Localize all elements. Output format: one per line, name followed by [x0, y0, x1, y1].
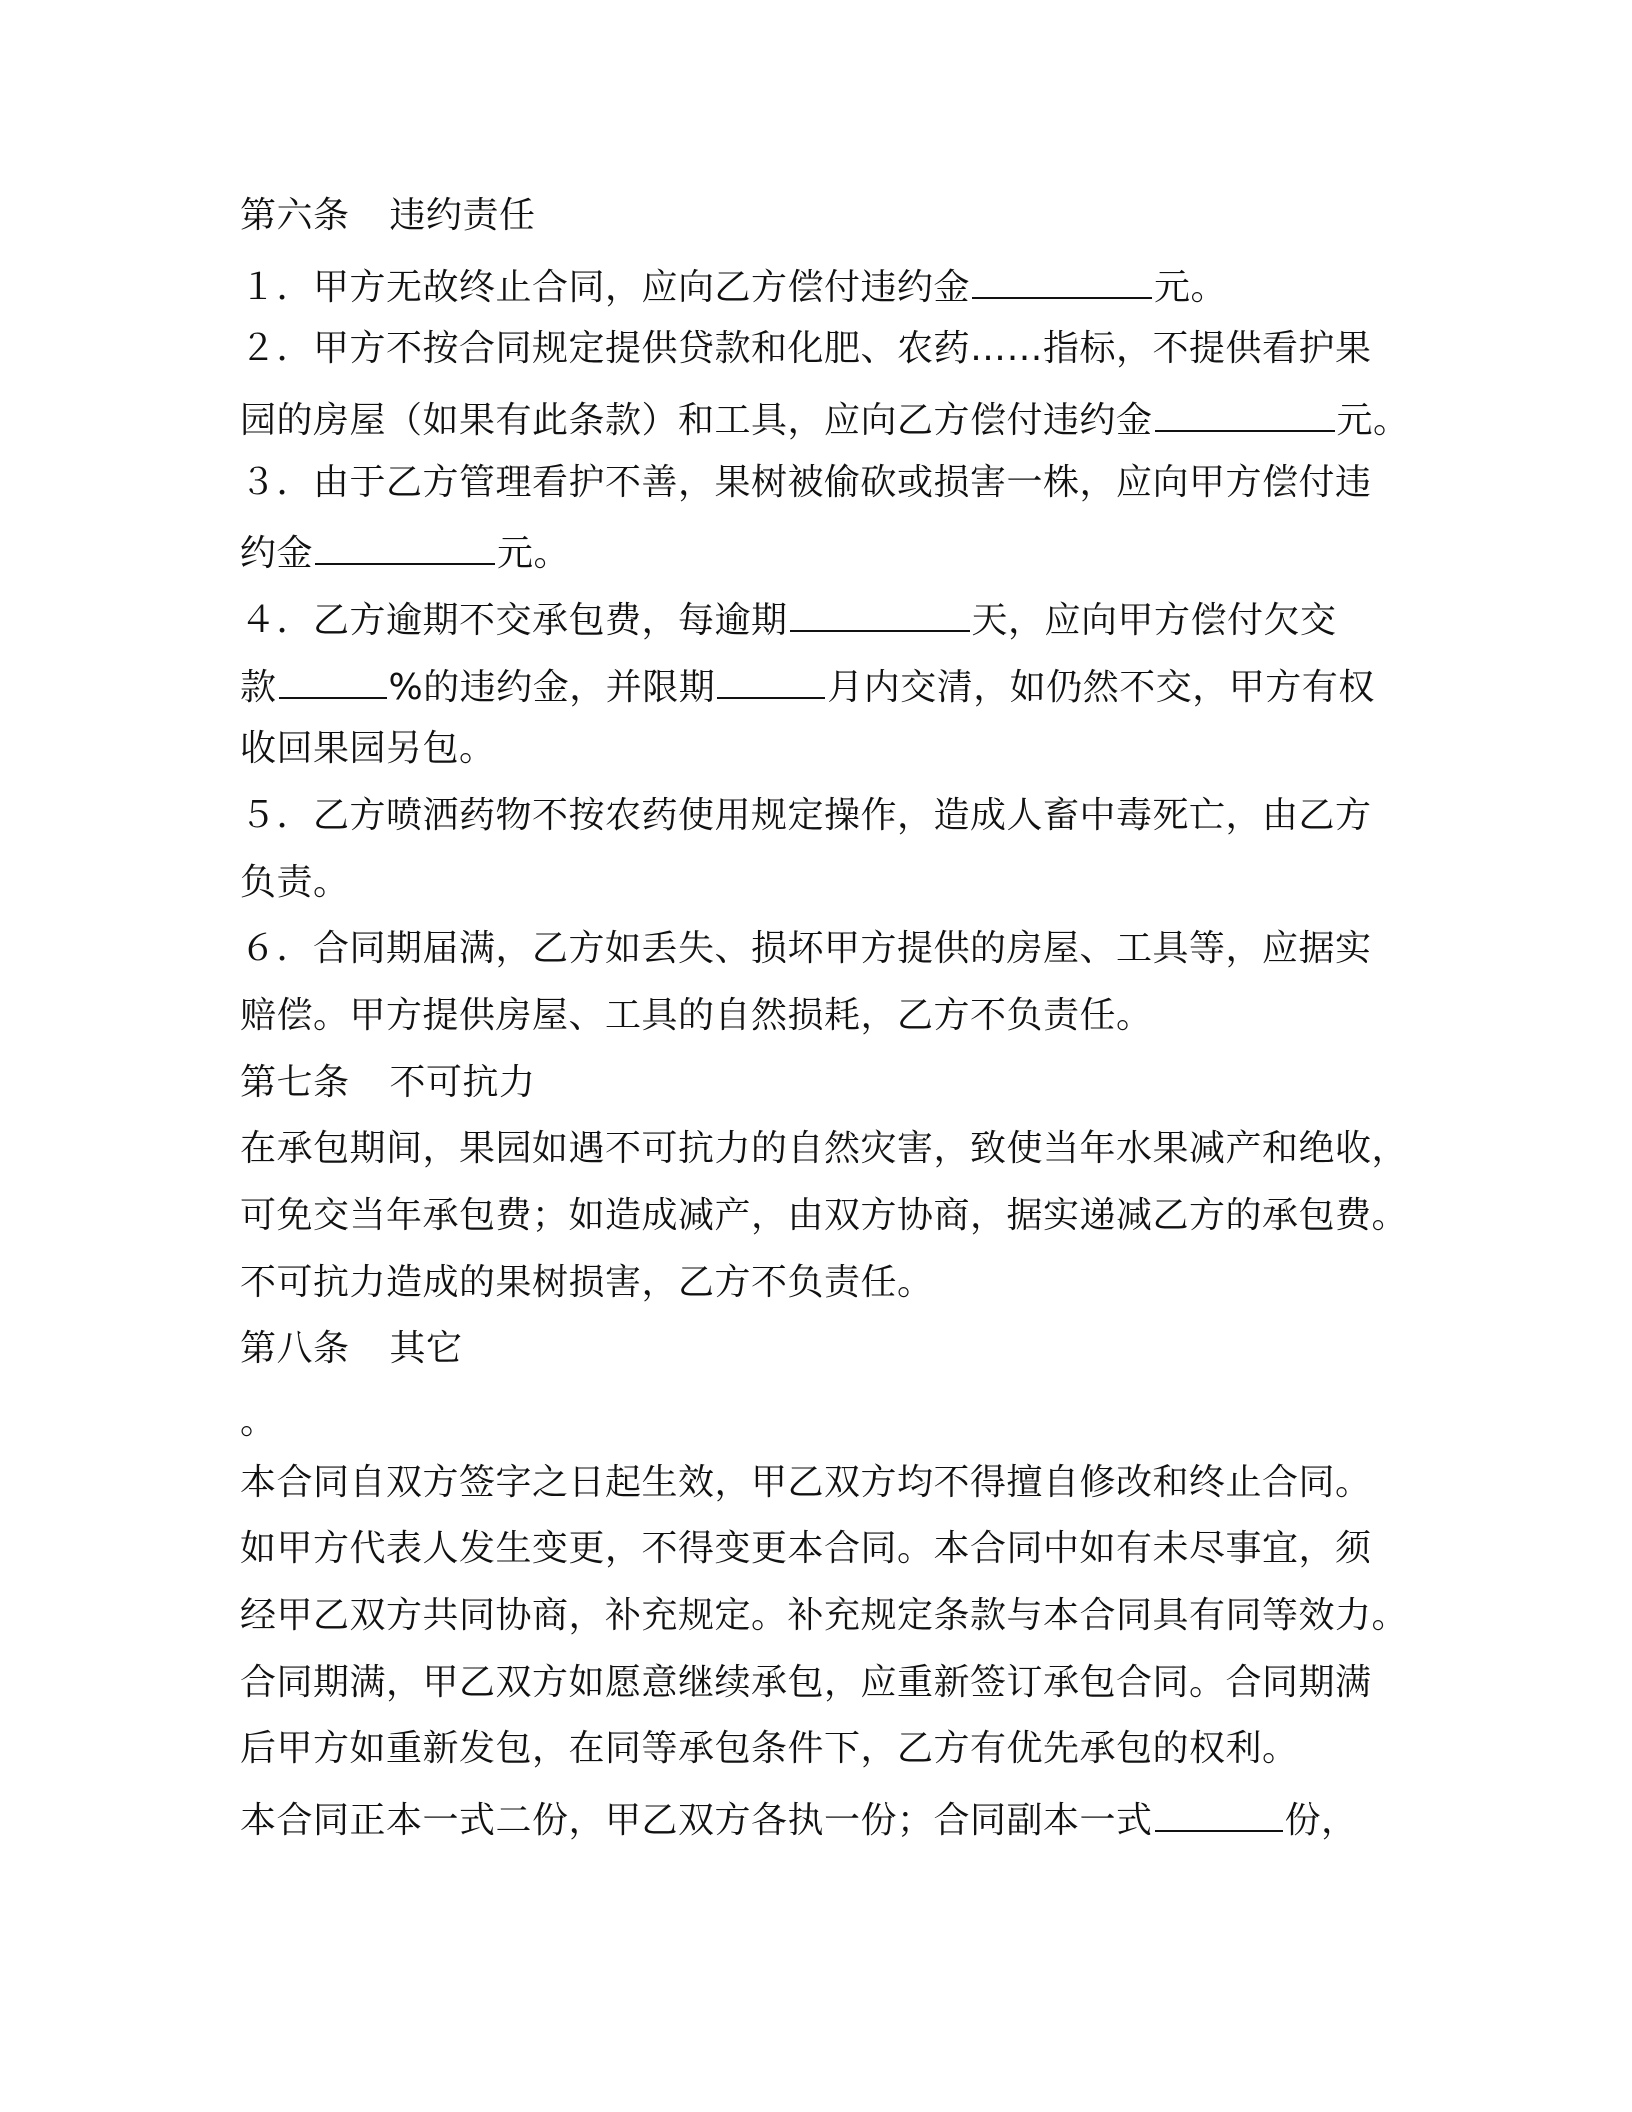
fill-blank[interactable] [790, 590, 970, 632]
fill-blank[interactable] [717, 657, 825, 699]
article8-line5: 后甲方如重新发包，在同等承包条件下，乙方有优先承包的权利。 [240, 1728, 1299, 1769]
article6-item3-line1: ３．由于乙方管理看护不善，果树被偷砍或损害一株，应向甲方偿付违 [240, 462, 1372, 503]
clause-text: 园的房屋（如果有此条款）和工具，应向乙方偿付违约金 [240, 400, 1153, 441]
article8-heading [240, 1323, 1400, 1375]
article8-line6 [240, 1790, 1400, 1842]
article6-item4-line3: 收回果园另包。 [240, 728, 496, 769]
clause-text: 元。 [1154, 267, 1228, 308]
article-number: 第六条 [240, 195, 350, 236]
fill-blank[interactable] [279, 657, 387, 699]
clause-text: 份， [1284, 1800, 1358, 1841]
article8-line4: 合同期满，甲乙双方如愿意继续承包，应重新签订承包合同。合同期满 [240, 1662, 1372, 1703]
article6-item2-line2 [240, 390, 1410, 442]
fill-blank[interactable] [972, 257, 1152, 299]
article8-line1: 本合同自双方签字之日起生效，甲乙双方均不得擅自修改和终止合同。 [240, 1462, 1372, 1503]
clause-text: 元。 [1336, 400, 1410, 441]
article6-item3-line2 [240, 523, 1400, 575]
clause-text: %的违约金，并限期 [388, 667, 716, 708]
article7-line1: 在承包期间，果园如遇不可抗力的自然灾害，致使当年水果减产和绝收， [240, 1128, 1409, 1169]
article6-item4-line1 [240, 590, 1400, 642]
article6-item6-line1: ６．合同期届满，乙方如丢失、损坏甲方提供的房屋、工具等，应据实 [240, 928, 1372, 969]
article7-line3: 不可抗力造成的果树损害，乙方不负责任。 [240, 1262, 934, 1303]
article-title: 不可抗力 [389, 1062, 536, 1103]
article7-heading [240, 1057, 1400, 1109]
fill-blank[interactable] [1155, 1790, 1283, 1832]
clause-text: 月内交清，如仍然不交，甲方有权 [827, 667, 1375, 708]
fill-blank[interactable] [315, 523, 495, 565]
clause-text: 约金 [240, 533, 314, 574]
clause-text: 元。 [497, 533, 571, 574]
clause-text: 本合同正本一式二份，甲乙双方各执一份；合同副本一式 [240, 1800, 1153, 1841]
article7-line2: 可免交当年承包费；如造成减产，由双方协商，据实递减乙方的承包费。 [240, 1195, 1409, 1236]
article-title: 其它 [389, 1328, 463, 1369]
clause-text: 款 [240, 667, 277, 708]
article8-dot: 。 [240, 1401, 277, 1442]
article6-item1 [240, 257, 1400, 309]
article6-item4-line2 [240, 657, 1400, 709]
clause-text: 天，应向甲方偿付欠交 [971, 600, 1337, 641]
article6-item6-line2: 赔偿。甲方提供房屋、工具的自然损耗，乙方不负责任。 [240, 995, 1153, 1036]
clause-text: １．甲方无故终止合同，应向乙方偿付违约金 [240, 267, 971, 308]
article6-item5-line2: 负责。 [240, 862, 350, 903]
article6-item5-line1: ５．乙方喷洒药物不按农药使用规定操作，造成人畜中毒死亡，由乙方 [240, 795, 1372, 836]
article6-item2-line1: ２．甲方不按合同规定提供贷款和化肥、农药……指标，不提供看护果 [240, 328, 1372, 369]
article6-heading [240, 190, 1400, 242]
fill-blank[interactable] [1155, 390, 1335, 432]
article8-line2: 如甲方代表人发生变更，不得变更本合同。本合同中如有未尽事宜，须 [240, 1528, 1372, 1569]
article-number: 第七条 [240, 1062, 350, 1103]
article-title: 违约责任 [389, 195, 536, 236]
clause-text: ４．乙方逾期不交承包费，每逾期 [240, 600, 788, 641]
article8-line3: 经甲乙双方共同协商，补充规定。补充规定条款与本合同具有同等效力。 [240, 1595, 1409, 1636]
article-number: 第八条 [240, 1328, 350, 1369]
